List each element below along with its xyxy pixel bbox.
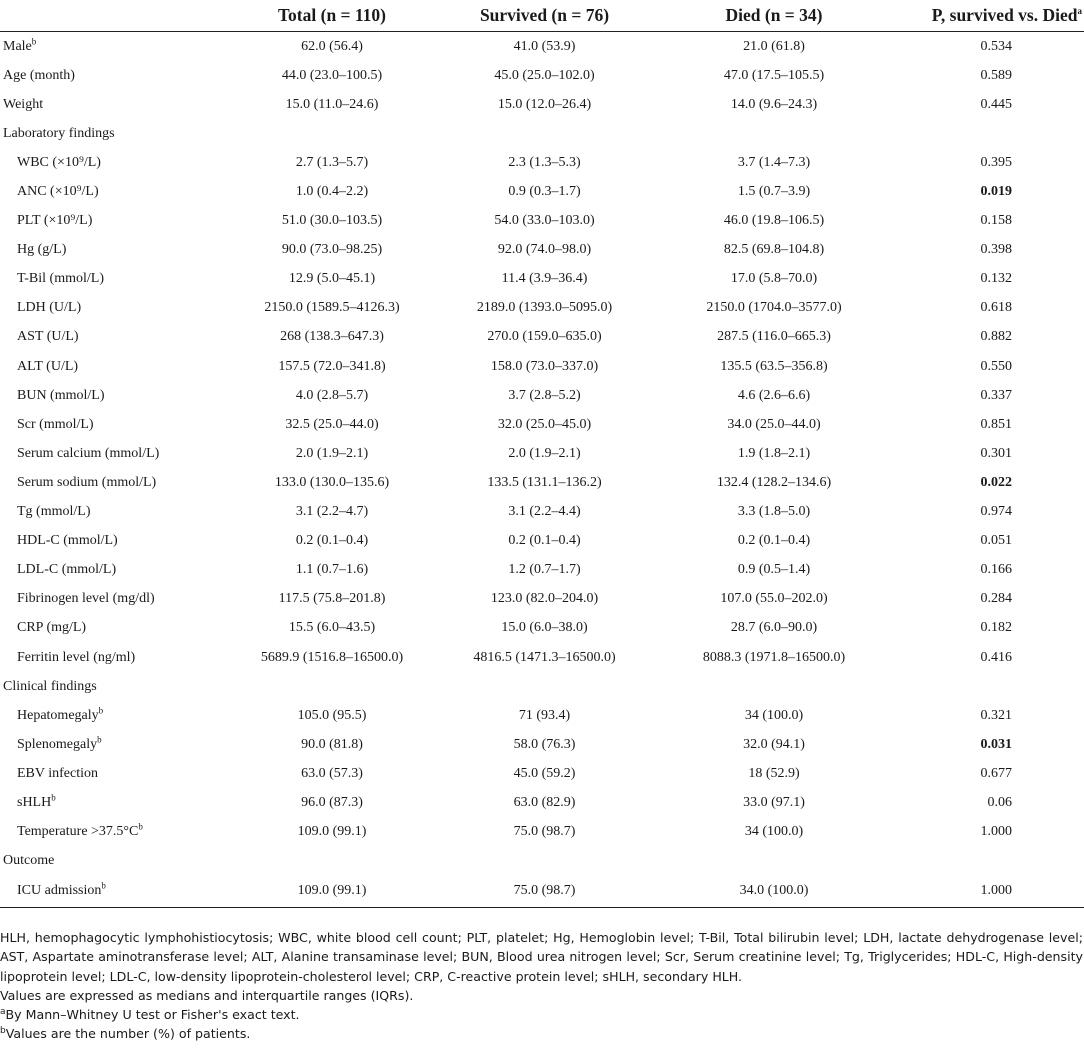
table-row (0, 323, 1084, 352)
table-row (0, 759, 1084, 788)
footnote-b (0, 1024, 1084, 1043)
cell-survived (432, 672, 657, 701)
cell-died: 0.9 (0.5–1.4) (737, 562, 811, 578)
row-label (0, 730, 232, 759)
cell-p-value: 0.550 (980, 358, 1012, 374)
row-label-text: AST (U/L) (17, 329, 79, 345)
cell-p-value: 0.182 (980, 620, 1012, 636)
table-row (0, 876, 1084, 908)
cell-p-value: 0.398 (980, 242, 1012, 258)
cell-died: 107.0 (55.0–202.0) (720, 591, 828, 607)
table-row (0, 818, 1084, 847)
footnote-a (0, 1005, 1084, 1024)
cell-p-value: 0.337 (980, 387, 1012, 403)
row-label (0, 468, 232, 497)
table-row (0, 352, 1084, 381)
row-label (0, 352, 232, 381)
row-label-text: T-Bil (mmol/L) (17, 271, 104, 287)
cell-p-value: 0.416 (980, 649, 1012, 665)
cell-total: 90.0 (81.8) (301, 736, 363, 752)
cell-p-value: 0.882 (980, 329, 1012, 345)
cell-died: 33.0 (97.1) (743, 794, 805, 810)
cell-total: 15.5 (6.0–43.5) (288, 620, 376, 636)
cell-survived (432, 119, 657, 148)
row-label-text: Serum calcium (mmol/L) (17, 445, 160, 461)
footnote-b-mark: b (0, 1026, 6, 1037)
row-label-text: CRP (mg/L) (17, 620, 87, 636)
section-header-row (0, 672, 1084, 701)
cell-survived (432, 847, 657, 876)
table-row (0, 32, 1084, 62)
section-header-row (0, 847, 1084, 876)
cell-survived: 45.0 (59.2) (513, 765, 576, 781)
cell-died: 17.0 (5.8–70.0) (730, 271, 818, 287)
cell-p-value: 0.974 (980, 504, 1012, 520)
row-label (0, 61, 232, 90)
cell-survived: 4816.5 (1471.3–16500.0) (473, 649, 616, 665)
cell-total (232, 119, 432, 148)
cell-total: 117.5 (75.8–201.8) (278, 591, 386, 607)
cell-total: 5689.9 (1516.8–16500.0) (260, 649, 404, 665)
table-row (0, 730, 1084, 759)
cell-survived: 71 (93.4) (518, 707, 571, 723)
cell-p-value: 0.132 (980, 271, 1012, 287)
footnote-mark: b (98, 705, 104, 716)
row-label-text: sHLH (17, 794, 52, 810)
table-row (0, 294, 1084, 323)
cell-total: 62.0 (56.4) (301, 38, 363, 54)
row-label-text: Scr (mmol/L) (17, 416, 94, 432)
cell-total: 51.0 (30.0–103.5) (281, 213, 383, 229)
table-row (0, 207, 1084, 236)
header-p-label: P, survived vs. Died (931, 5, 1078, 25)
cell-p-value: 1.000 (891, 876, 1084, 908)
table-row (0, 90, 1084, 119)
row-label-text: Fibrinogen level (mg/dl) (17, 591, 155, 607)
cell-survived: 0.9 (0.3–1.7) (508, 184, 581, 200)
row-label-text: WBC (×10⁹/L) (17, 154, 101, 170)
table-row (0, 527, 1084, 556)
footnote-mark: b (51, 792, 56, 803)
row-label (0, 498, 232, 527)
row-label-text: Weight (3, 96, 44, 112)
cell-p-value: 0.534 (980, 38, 1012, 54)
header-died: Died (n = 34) (657, 0, 891, 32)
table-row (0, 265, 1084, 294)
table-row (0, 236, 1084, 265)
row-label-text: EBV infection (17, 765, 99, 781)
cell-p-value: 0.321 (980, 707, 1012, 723)
cell-total: 2.0 (1.9–2.1) (295, 445, 369, 461)
footnote-a-mark: a (0, 1007, 6, 1017)
cell-survived: 15.0 (12.0–26.4) (497, 96, 592, 112)
footnote-a-text: By Mann–Whitney U test or Fisher's exact text. (5, 1007, 300, 1023)
row-label (0, 381, 232, 410)
row-label (0, 818, 232, 847)
row-label-text: Laboratory findings (3, 125, 115, 141)
cell-survived: 0.2 (0.1–0.4) (508, 533, 581, 549)
cell-died: 46.0 (19.8–106.5) (723, 213, 825, 229)
header-total: Total (n = 110) (232, 0, 432, 32)
cell-died: 287.5 (116.0–665.3) (717, 329, 831, 345)
header-p-footnote-mark: a (1077, 6, 1082, 17)
cell-p-value: 0.158 (980, 213, 1012, 229)
cell-died (657, 672, 891, 701)
cell-died: 3.3 (1.8–5.0) (737, 504, 811, 520)
cell-died: 4.6 (2.6–6.6) (737, 387, 811, 403)
cell-total: 44.0 (23.0–100.5) (281, 67, 383, 83)
table-row (0, 701, 1084, 730)
table-row (0, 614, 1084, 643)
cell-survived: 2.0 (1.9–2.1) (508, 445, 581, 461)
cell-died: 34.0 (100.0) (657, 876, 891, 908)
cell-died: 14.0 (9.6–24.3) (730, 96, 818, 112)
row-label (0, 701, 232, 730)
cell-total: 1.0 (0.4–2.2) (295, 184, 369, 200)
row-label (0, 207, 232, 236)
cell-total: 133.0 (130.0–135.6) (274, 474, 390, 490)
cell-total: 0.2 (0.1–0.4) (295, 533, 369, 549)
cell-died: 34.0 (25.0–44.0) (727, 416, 821, 432)
row-label (0, 323, 232, 352)
table-row (0, 439, 1084, 468)
cell-died: 28.7 (6.0–90.0) (730, 620, 818, 636)
row-label-text: Temperature >37.5°C (17, 824, 139, 840)
cell-p-value: 1.000 (980, 824, 1012, 840)
row-label (0, 32, 232, 62)
cell-total: 4.0 (2.8–5.7) (295, 387, 369, 403)
cell-total (232, 847, 432, 876)
table-row (0, 585, 1084, 614)
cell-total: 109.0 (99.1) (232, 876, 432, 908)
cell-p-value (891, 672, 1084, 701)
table-row (0, 468, 1084, 497)
cell-died: 32.0 (94.1) (743, 736, 805, 752)
footnote-mark: b (101, 880, 106, 891)
cell-survived: 75.0 (98.7) (513, 824, 576, 840)
row-label-text: Hg (g/L) (17, 242, 67, 258)
cell-died: 34 (100.0) (744, 707, 804, 723)
row-label-text: ALT (U/L) (17, 358, 79, 374)
cell-died: 1.5 (0.7–3.9) (737, 184, 811, 200)
row-label-text: Hepatomegaly (17, 707, 99, 723)
row-label-text: ANC (×10⁹/L) (17, 184, 99, 200)
cell-total: 15.0 (11.0–24.6) (285, 96, 379, 112)
cell-p-value: 0.301 (980, 445, 1012, 461)
table-body (0, 32, 1084, 908)
footnote-mark: b (138, 821, 143, 832)
cell-total: 2.7 (1.3–5.7) (295, 154, 369, 170)
table-row (0, 381, 1084, 410)
cell-p-value: 0.166 (980, 562, 1012, 578)
cell-survived: 15.0 (6.0–38.0) (501, 620, 588, 636)
row-label-text: LDL-C (mmol/L) (17, 562, 117, 578)
header-row (0, 0, 1084, 32)
table-row (0, 177, 1084, 206)
section-label (0, 119, 232, 148)
row-label (0, 265, 232, 294)
cell-p-value: 0.677 (980, 765, 1012, 781)
section-label (0, 672, 232, 701)
cell-survived: 11.4 (3.9–36.4) (501, 271, 588, 287)
cell-died: 3.7 (1.4–7.3) (737, 154, 811, 170)
cell-survived: 158.0 (73.0–337.0) (490, 358, 599, 374)
values-note: Values are expressed as medians and interquartile ranges (IQRs). (0, 987, 414, 1003)
cell-survived: 2.3 (1.3–5.3) (508, 154, 581, 170)
cell-p-value: 0.618 (980, 300, 1012, 316)
cell-survived: 123.0 (82.0–204.0) (490, 591, 599, 607)
cell-survived: 92.0 (74.0–98.0) (497, 242, 592, 258)
cell-total: 3.1 (2.2–4.7) (295, 504, 369, 520)
cell-survived: 133.5 (131.1–136.2) (487, 474, 602, 490)
cell-died (657, 119, 891, 148)
cell-died: 135.5 (63.5–356.8) (720, 358, 828, 374)
cell-p-value: 0.851 (980, 416, 1012, 432)
cell-survived: 58.0 (76.3) (513, 736, 576, 752)
abbreviations-note: HLH, hemophagocytic lymphohistiocytosis; WBC, white blood cell count; PLT, platelet; Hg, Hemoglobin level; T-Bil, Total bilirubin level; LDH, lactate dehydrogenase level; AST, Aspartate aminotransferase level; ALT, Alanine transaminase level; BUN, Blood urea nitrogen level; Scr, Serum creatinine level; Tg, Triglycerides; HDL-C, High-density lipoprotein level; LDL-C, low-density lipoprotein-cholesterol level; CRP, C-reactive protein level; sHLH, secondary HLH. (0, 930, 1083, 984)
cell-survived: 32.0 (25.0–45.0) (497, 416, 592, 432)
cell-died: 34 (100.0) (744, 824, 804, 840)
row-label (0, 177, 232, 206)
row-label-text: PLT (×10⁹/L) (17, 213, 93, 229)
section-label (0, 847, 232, 876)
cell-total: 32.5 (25.0–44.0) (285, 416, 379, 432)
cell-p-value: 0.395 (980, 154, 1012, 170)
cell-p-value: 0.284 (980, 591, 1012, 607)
row-label-text: Ferritin level (ng/ml) (17, 649, 136, 665)
cell-total: 63.0 (57.3) (301, 765, 363, 781)
cell-died: 2150.0 (1704.0–3577.0) (706, 300, 842, 316)
row-label (0, 759, 232, 788)
row-label (0, 439, 232, 468)
footnote-b-text: Values are the number (%) of patients. (5, 1026, 251, 1042)
cell-p-value: 0.445 (980, 96, 1012, 112)
cell-total: 109.0 (99.1) (297, 824, 367, 840)
table-row (0, 788, 1084, 817)
cell-p-value: 0.019 (980, 184, 1012, 200)
row-label (0, 876, 232, 908)
cell-p-value: 0.051 (980, 533, 1012, 549)
cell-p-value (891, 847, 1084, 876)
table-row (0, 61, 1084, 90)
row-label-text: Splenomegaly (17, 736, 98, 752)
cell-survived: 3.1 (2.2–4.4) (508, 504, 581, 520)
row-label-text: Clinical findings (3, 678, 97, 694)
cell-died: 132.4 (128.2–134.6) (716, 474, 832, 490)
cell-total: 96.0 (87.3) (301, 794, 363, 810)
row-label (0, 527, 232, 556)
cell-survived: 270.0 (159.0–635.0) (487, 329, 602, 345)
cell-died: 82.5 (69.8–104.8) (723, 242, 825, 258)
table-footnotes (0, 928, 1084, 1044)
cell-died: 0.2 (0.1–0.4) (737, 533, 811, 549)
cell-died: 47.0 (17.5–105.5) (723, 67, 825, 83)
row-label-text: BUN (mmol/L) (17, 387, 105, 403)
header-p-value (891, 0, 1084, 32)
cell-total: 157.5 (72.0–341.8) (278, 358, 386, 374)
cell-total: 90.0 (73.0–98.25) (281, 242, 383, 258)
table-row (0, 410, 1084, 439)
table-header (0, 0, 1084, 32)
cell-died: 8088.3 (1971.8–16500.0) (702, 649, 846, 665)
cell-total: 268 (138.3–647.3) (280, 329, 384, 345)
row-label (0, 556, 232, 585)
row-label-text: HDL-C (mmol/L) (17, 533, 118, 549)
cell-died (657, 847, 891, 876)
cell-survived: 1.2 (0.7–1.7) (508, 562, 581, 578)
cell-survived: 2189.0 (1393.0–5095.0) (476, 300, 613, 316)
row-label (0, 294, 232, 323)
table-row (0, 498, 1084, 527)
footnote-mark: b (31, 35, 37, 46)
header-label-column (0, 0, 232, 32)
row-label-text: LDH (U/L) (17, 300, 82, 316)
row-label (0, 410, 232, 439)
row-label-text: Age (month) (3, 67, 75, 83)
row-label-text: ICU admission (17, 883, 102, 899)
section-header-row (0, 119, 1084, 148)
cell-p-value: 0.06 (987, 794, 1012, 810)
row-label (0, 148, 232, 177)
row-label (0, 236, 232, 265)
row-label (0, 788, 232, 817)
cell-died: 1.9 (1.8–2.1) (737, 445, 811, 461)
cell-died: 18 (52.9) (748, 765, 800, 781)
row-label-text: Tg (mmol/L) (17, 504, 91, 520)
row-label-text: Male (3, 38, 32, 54)
cell-total: 12.9 (5.0–45.1) (288, 271, 376, 287)
cell-survived: 75.0 (98.7) (432, 876, 657, 908)
cell-died: 21.0 (61.8) (743, 38, 805, 54)
row-label (0, 643, 232, 672)
cell-survived: 3.7 (2.8–5.2) (508, 387, 581, 403)
cell-survived: 54.0 (33.0–103.0) (494, 213, 595, 229)
row-label-text: Serum sodium (mmol/L) (17, 474, 157, 490)
cell-survived: 41.0 (53.9) (513, 38, 576, 54)
cell-p-value: 0.022 (980, 474, 1012, 490)
footnote-mark: b (97, 734, 102, 745)
cell-survived: 63.0 (82.9) (513, 794, 576, 810)
table-row (0, 643, 1084, 672)
cell-survived: 45.0 (25.0–102.0) (494, 67, 595, 83)
cell-p-value (891, 119, 1084, 148)
row-label (0, 585, 232, 614)
row-label-text: Outcome (3, 853, 55, 869)
cell-p-value: 0.031 (980, 736, 1012, 752)
row-label (0, 614, 232, 643)
cell-total: 105.0 (95.5) (297, 707, 367, 723)
cell-total: 1.1 (0.7–1.6) (295, 562, 369, 578)
table-row (0, 148, 1084, 177)
cell-p-value: 0.589 (980, 67, 1012, 83)
row-label (0, 90, 232, 119)
cell-total: 2150.0 (1589.5–4126.3) (264, 300, 400, 316)
table-row (0, 556, 1084, 585)
header-survived: Survived (n = 76) (432, 0, 657, 32)
cell-total (232, 672, 432, 701)
